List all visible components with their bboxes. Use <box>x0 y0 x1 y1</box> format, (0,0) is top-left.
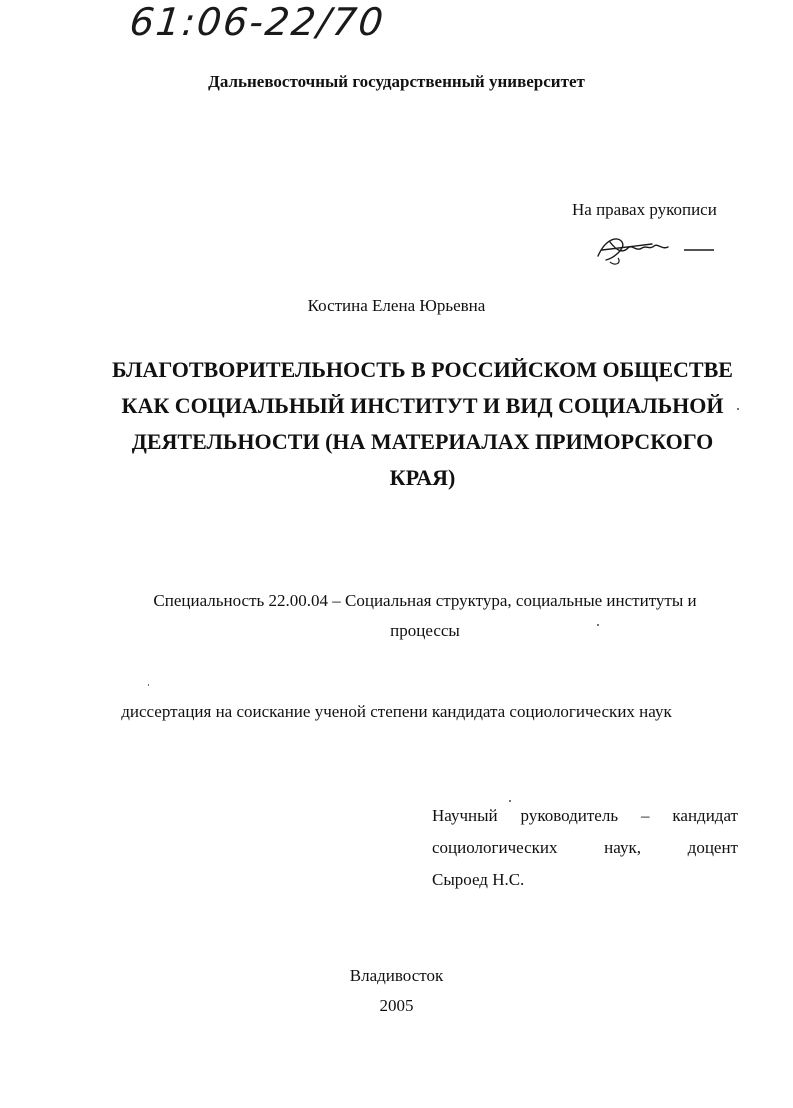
specialty-line: процессы <box>390 621 460 640</box>
title-line: ДЕЯТЕЛЬНОСТИ (НА МАТЕРИАЛАХ ПРИМОРСКОГО <box>131 429 714 454</box>
title-line: КРАЯ) <box>389 465 456 490</box>
scan-speck <box>148 684 149 686</box>
supervisor-name: Сыроед Н.С. <box>432 870 525 889</box>
university-name: Дальневосточный государственный университет <box>208 72 585 91</box>
signature-icon <box>592 228 722 268</box>
scientific-supervisor <box>432 800 738 896</box>
title-line: БЛАГОТВОРИТЕЛЬНОСТЬ В РОССИЙСКОМ ОБЩЕСТВЕ <box>112 357 733 382</box>
scan-speck <box>509 800 511 802</box>
degree-statement: диссертация на соискание ученой степени кандидата социологических наук <box>121 702 672 721</box>
city: Владивосток <box>349 966 444 985</box>
supervisor-line: социологических наук, доцент <box>432 838 738 857</box>
scan-speck <box>737 408 739 410</box>
specialty-line: Специальность 22.00.04 – Социальная структура, социальные институты и <box>153 591 697 610</box>
specialty <box>120 586 730 646</box>
year: 2005 <box>379 996 414 1015</box>
handwritten-catalog-code: 61:06-22/70 <box>127 0 388 44</box>
supervisor-line: Научный руководитель – кандидат <box>432 806 738 825</box>
author-name: Костина Елена Юрьевна <box>307 296 486 315</box>
dissertation-title <box>100 352 745 496</box>
title-line: КАК СОЦИАЛЬНЫЙ ИНСТИТУТ И ВИД СОЦИАЛЬНОЙ <box>121 393 724 418</box>
rights-note: На правах рукописи <box>572 200 717 219</box>
scan-speck <box>597 624 599 626</box>
